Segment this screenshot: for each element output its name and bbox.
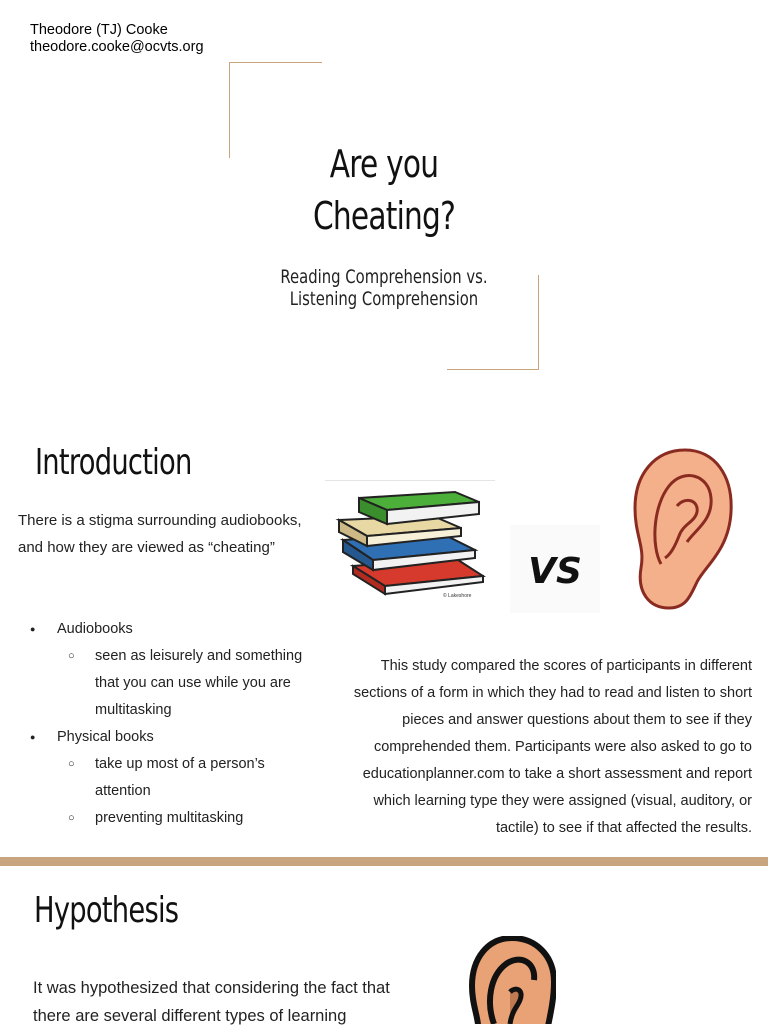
sub-bullet-attention: ○ take up most of a person’s attention xyxy=(30,751,320,805)
bullet-audiobooks: ● Audiobooks xyxy=(30,616,320,643)
subtitle-line-2: Listening Comprehension xyxy=(289,288,479,310)
books-credit: © Lakeshore xyxy=(443,593,472,599)
sub-bullet-leisurely: ○ seen as leisurely and something that you can use while you are multitasking xyxy=(30,643,320,724)
author-email: theodore.cooke@ocvts.org xyxy=(30,39,204,55)
hypothesis-heading: Hypothesis xyxy=(34,890,179,931)
bullet-physical-books: ● Physical books xyxy=(30,724,320,751)
vs-icon xyxy=(510,525,600,613)
subtitle-line-1: Reading Comprehension vs. xyxy=(280,266,488,288)
books-icon xyxy=(325,480,495,602)
introduction-bullets xyxy=(30,616,320,832)
title-line-2: Cheating? xyxy=(312,194,456,238)
section-divider xyxy=(0,857,768,866)
vs-text: VS xyxy=(528,551,582,592)
sub-bullet-multitasking: ○ preventing multitasking xyxy=(30,805,320,832)
title-line-1: Are you xyxy=(329,142,439,186)
ear-icon xyxy=(625,446,737,612)
page-subtitle xyxy=(267,266,501,310)
ear-icon xyxy=(466,936,556,1024)
author-name: Theodore (TJ) Cooke xyxy=(30,22,168,38)
hypothesis-text: It was hypothesized that considering the fact that there are several different types of learning xyxy=(33,979,390,1025)
introduction-heading: Introduction xyxy=(35,442,192,483)
introduction-text: There is a stigma surrounding audiobooks, and how they are viewed as “cheating” xyxy=(18,512,302,556)
page-title xyxy=(267,138,501,242)
study-description: This study compared the scores of participants in different sections of a form in which they had to read and listen to short pieces and answer questions about them to see if they comprehended them. Participants were also asked to go to educationplanner.com to take a short assessment and report which learning type they were assigned (visual, auditory, or tactile) to see if that affected the results. xyxy=(353,658,752,836)
author-info xyxy=(30,22,204,56)
